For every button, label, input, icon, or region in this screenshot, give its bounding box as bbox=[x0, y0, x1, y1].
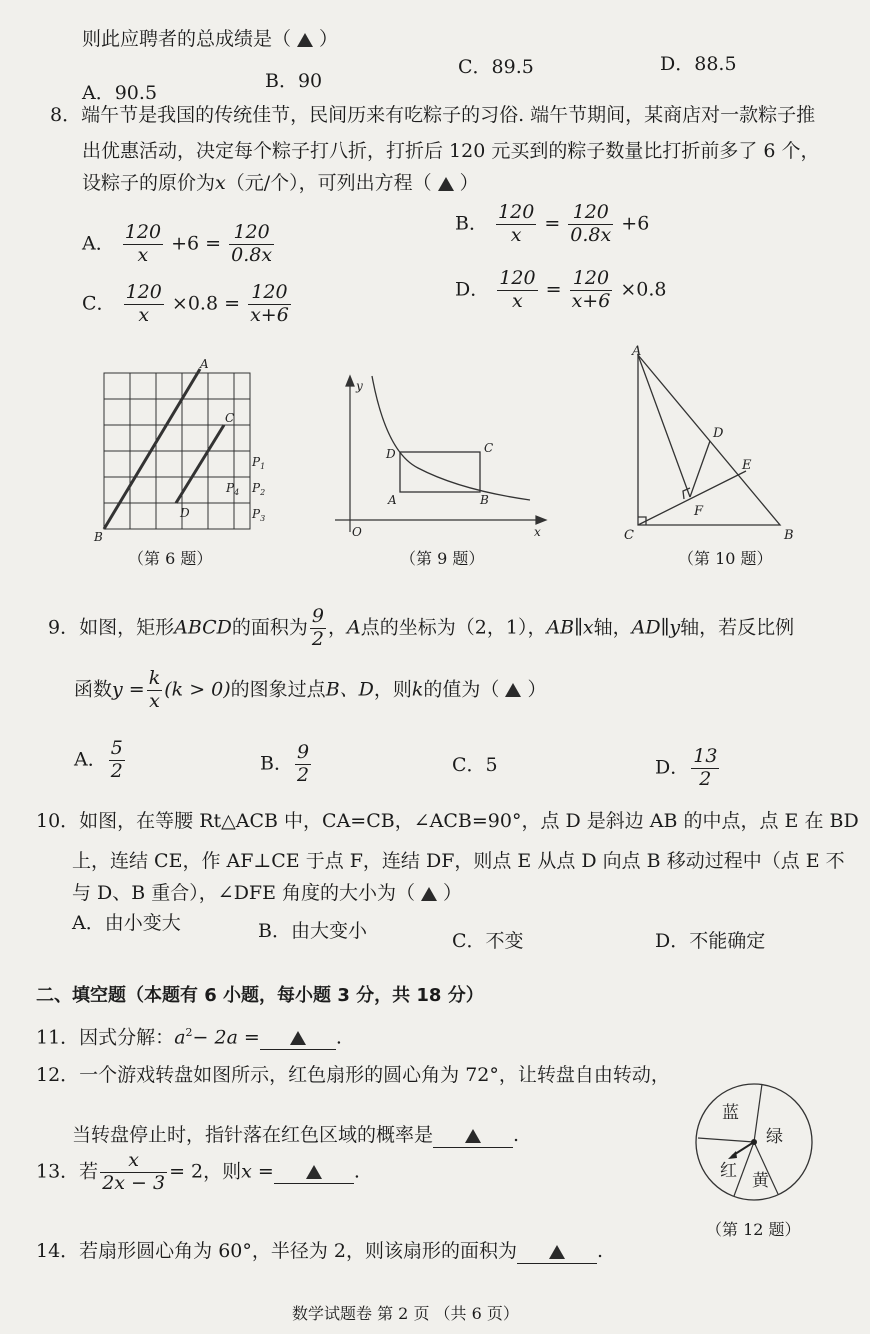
numerator: 120 bbox=[498, 201, 535, 223]
fig6-label-p3: $P_3$ bbox=[252, 507, 266, 523]
operator: = bbox=[544, 212, 561, 235]
q8-option-d bbox=[455, 268, 666, 313]
area-fraction bbox=[310, 606, 326, 651]
q8-line2: 出优惠活动，决定每个粽子打八折，打折后 120 元买到的粽子数量比打折前多了 6 个， bbox=[82, 140, 820, 162]
q11-text: 11．因式分解： bbox=[36, 1026, 175, 1049]
q13-x: x = bbox=[241, 1160, 274, 1183]
denominator: x+6 bbox=[571, 289, 611, 312]
q9-point-a: A bbox=[347, 616, 361, 639]
fig6-label-d: D bbox=[180, 506, 190, 520]
fraction bbox=[568, 202, 613, 247]
fraction bbox=[497, 268, 537, 313]
denominator: 2x − 3 bbox=[102, 1171, 166, 1194]
tail: +6 bbox=[621, 212, 650, 235]
segment-cd bbox=[176, 425, 224, 503]
q9-text: 的图象过点 bbox=[230, 678, 326, 701]
parallel-symbol: ∥ bbox=[574, 616, 583, 639]
q7-close: ） bbox=[319, 28, 339, 50]
q10-text: 与 D、B 重合），∠DFE 角度的大小为（ bbox=[72, 882, 416, 904]
q8-option-c bbox=[82, 282, 293, 327]
answer-triangle-icon bbox=[465, 1129, 481, 1143]
q10-option-b: B．由大变小 bbox=[258, 920, 367, 942]
option-label: D． bbox=[655, 756, 690, 779]
q9-text: 轴，若反比例 bbox=[680, 616, 795, 639]
fraction bbox=[123, 222, 163, 267]
option-label: A． bbox=[74, 748, 107, 771]
fraction bbox=[229, 222, 274, 267]
option-label: A． bbox=[82, 232, 115, 255]
q9-text: ， bbox=[328, 616, 348, 639]
q10-line2: 上，连结 CE，作 AF⊥CE 于点 F，连结 DF，则点 E 从点 D 向点 B 移动过程中（点 E 不 bbox=[72, 850, 845, 872]
q9-option-a bbox=[74, 738, 127, 783]
option-label: D． bbox=[455, 278, 490, 301]
q11-expr: − 2a = bbox=[192, 1026, 260, 1049]
fig10-label-e: E bbox=[742, 458, 752, 473]
numerator: 120 bbox=[570, 268, 613, 291]
q9-text: 9．如图，矩形 bbox=[48, 616, 175, 639]
numerator: 120 bbox=[248, 282, 291, 305]
fig10-label-c: C bbox=[624, 528, 634, 543]
numerator: k bbox=[148, 667, 161, 689]
q11 bbox=[36, 1026, 342, 1050]
q10-option-a: A．由小变大 bbox=[72, 912, 181, 934]
answer-triangle-icon bbox=[306, 1165, 322, 1179]
denominator: 2 bbox=[699, 767, 712, 790]
q9-option-d bbox=[655, 746, 721, 791]
answer-triangle-icon bbox=[290, 1031, 306, 1045]
q9-text: 轴， bbox=[593, 616, 632, 639]
denominator: 2 bbox=[110, 759, 123, 782]
q9-points: B、D bbox=[325, 678, 374, 701]
q8-option-b bbox=[455, 202, 649, 247]
denominator: x+6 bbox=[250, 303, 289, 326]
fig6-label-p1: $P_1$ bbox=[252, 455, 266, 471]
fig10-label-f: F bbox=[694, 504, 704, 519]
fig10-label-d: D bbox=[713, 426, 724, 441]
numerator: 120 bbox=[124, 221, 162, 243]
q9-condition: (k > 0) bbox=[164, 678, 231, 701]
fraction bbox=[248, 282, 291, 327]
sector-yellow-label: 黄 bbox=[752, 1171, 769, 1191]
numerator: 120 bbox=[568, 202, 613, 225]
spinner-figure bbox=[692, 1080, 816, 1204]
fig6-label-a: A bbox=[200, 357, 209, 371]
numerator: x bbox=[100, 1150, 167, 1173]
q8-line3 bbox=[82, 172, 479, 195]
fig9-label-c: C bbox=[484, 441, 494, 455]
q7-option-b: B．90 bbox=[265, 70, 323, 92]
section-2-heading bbox=[36, 985, 484, 1007]
q7-stem bbox=[82, 28, 338, 51]
answer-triangle-icon bbox=[421, 887, 437, 901]
figure-6-grid bbox=[90, 355, 280, 545]
sector-green-label: 绿 bbox=[766, 1127, 783, 1147]
fig9-label-o: O bbox=[352, 525, 362, 539]
answer-blank[interactable] bbox=[274, 1160, 354, 1184]
denominator: 0.8x bbox=[231, 243, 273, 266]
answer-blank[interactable] bbox=[260, 1026, 336, 1050]
q13-end: . bbox=[353, 1160, 360, 1183]
denominator: x bbox=[137, 243, 149, 266]
numerator: 120 bbox=[125, 281, 162, 303]
denominator: x bbox=[138, 303, 150, 326]
fig6-caption: （第 6 题） bbox=[128, 549, 213, 568]
q8-option-a bbox=[82, 222, 276, 267]
q8-line1: 8．端午节是我国的传统佳节，民间历来有吃粽子的习俗. 端午节期间，某商店对一款粽子推 bbox=[50, 104, 816, 126]
denominator: x bbox=[149, 689, 160, 712]
spinner-caption: （第 12 题） bbox=[706, 1220, 801, 1239]
option-label: B． bbox=[455, 212, 488, 235]
fig9-label-b: B bbox=[480, 493, 489, 507]
fig9-label-y: y bbox=[356, 379, 363, 393]
q12-end: . bbox=[513, 1124, 520, 1146]
fraction bbox=[100, 1150, 167, 1195]
q9-text: 函数 bbox=[74, 678, 113, 701]
denominator: 2 bbox=[296, 763, 310, 786]
operator: = bbox=[545, 278, 562, 301]
q11-a: a bbox=[174, 1026, 186, 1049]
q9-rect-name: ABCD bbox=[174, 616, 232, 639]
q9-y: y bbox=[669, 616, 681, 639]
tail: ×0.8 bbox=[620, 278, 667, 301]
q8-line3-end: （元/个），可列出方程（ bbox=[225, 172, 432, 194]
q10-close: ） bbox=[443, 882, 463, 904]
fig6-label-p2: $P_2$ bbox=[252, 481, 266, 497]
q9-k: k bbox=[411, 678, 424, 701]
q9-close: ） bbox=[527, 678, 547, 701]
q7-option-d: D．88.5 bbox=[660, 53, 737, 75]
option-label: C． bbox=[82, 292, 116, 315]
page-footer: 数学试题卷 第 2 页 （共 6 页） bbox=[292, 1304, 519, 1323]
fig6-label-b: B bbox=[94, 530, 103, 544]
q10-option-d: D．不能确定 bbox=[655, 930, 766, 952]
q9-ad: AD bbox=[631, 616, 661, 639]
denominator: 0.8x bbox=[570, 223, 612, 246]
q11-end: . bbox=[335, 1026, 342, 1049]
option-label: B． bbox=[260, 752, 293, 775]
k-fraction bbox=[147, 668, 163, 713]
denominator: 2 bbox=[311, 627, 325, 650]
operator: +6 = bbox=[171, 232, 222, 255]
segment-ab bbox=[104, 369, 200, 529]
answer-triangle-icon bbox=[438, 177, 454, 191]
q8-line3-start: 设粽子的原价为 bbox=[82, 172, 216, 194]
fig9-label-d: D bbox=[386, 447, 396, 461]
fig10-label-b: B bbox=[784, 528, 794, 543]
answer-triangle-icon bbox=[549, 1245, 565, 1259]
section-title: 二、填空题 bbox=[36, 985, 126, 1006]
figure-9-graph bbox=[330, 372, 550, 547]
q9-func: y = bbox=[112, 678, 145, 701]
q12-line2 bbox=[72, 1124, 519, 1148]
sector-red-label: 红 bbox=[720, 1161, 737, 1181]
q9-text: 点的坐标为（2，1）， bbox=[360, 616, 547, 639]
answer-blank[interactable] bbox=[517, 1240, 597, 1264]
fraction bbox=[691, 746, 719, 791]
q7-option-c: C．89.5 bbox=[458, 56, 534, 78]
q14 bbox=[36, 1240, 603, 1264]
q9-x: x bbox=[582, 616, 594, 639]
numerator: 9 bbox=[296, 741, 310, 763]
fig9-label-a: A bbox=[388, 493, 397, 507]
q9-text: ，则 bbox=[373, 678, 412, 701]
q9-ab: AB bbox=[546, 616, 575, 639]
answer-triangle-icon bbox=[297, 33, 313, 47]
q10-line1: 10．如图，在等腰 Rt△ACB 中，CA=CB，∠ACB=90°，点 D 是斜边 AB 的中点，点 E 在 BD bbox=[36, 810, 859, 832]
q10-line3 bbox=[72, 882, 462, 905]
denominator: x bbox=[510, 223, 522, 246]
figure-10-triangle bbox=[618, 345, 798, 545]
fraction bbox=[124, 282, 164, 327]
q13-text: 13．若 bbox=[36, 1160, 99, 1183]
q7-stem-text: 则此应聘者的总成绩是（ bbox=[82, 28, 292, 50]
numerator: 5 bbox=[110, 737, 123, 759]
operator: ×0.8 = bbox=[171, 292, 241, 315]
q10-option-c: C．不变 bbox=[452, 930, 524, 952]
q12-text: 当转盘停止时，指针落在红色区域的概率是 bbox=[72, 1124, 434, 1146]
sector-blue-label: 蓝 bbox=[722, 1103, 739, 1123]
q9-option-b bbox=[260, 742, 313, 787]
rectangle-abcd bbox=[400, 452, 480, 492]
q7-option-a: A．90.5 bbox=[82, 82, 158, 104]
q9-line2 bbox=[74, 668, 546, 713]
section-note: （本题有 6 小题，每小题 3 分，共 18 分） bbox=[126, 985, 484, 1006]
q9-line1 bbox=[48, 606, 794, 651]
fig9-label-x: x bbox=[534, 525, 541, 539]
fraction bbox=[295, 742, 311, 787]
q9-option-c: C．5 bbox=[452, 754, 498, 776]
fig10-caption: （第 10 题） bbox=[678, 549, 773, 568]
numerator: 120 bbox=[229, 222, 274, 245]
fraction bbox=[109, 738, 125, 783]
q14-end: . bbox=[597, 1240, 604, 1262]
fig10-label-a: A bbox=[632, 345, 642, 359]
fraction bbox=[496, 202, 536, 247]
q9-text: 的值为（ bbox=[423, 678, 500, 701]
answer-triangle-icon bbox=[505, 683, 521, 697]
q9-text: 的面积为 bbox=[231, 616, 308, 639]
answer-blank[interactable] bbox=[433, 1124, 513, 1148]
fraction bbox=[570, 268, 613, 313]
q14-text: 14．若扇形圆心角为 60°，半径为 2，则该扇形的面积为 bbox=[36, 1240, 518, 1262]
q13-text: = 2，则 bbox=[169, 1160, 242, 1183]
fig9-caption: （第 9 题） bbox=[400, 549, 485, 568]
q13 bbox=[36, 1150, 360, 1195]
q8-close: ） bbox=[459, 172, 479, 194]
numerator: 120 bbox=[499, 267, 536, 289]
hyperbola-curve bbox=[372, 376, 530, 500]
numerator: 13 bbox=[693, 745, 718, 767]
parallel-symbol: ∥ bbox=[660, 616, 670, 639]
denominator: x bbox=[512, 289, 523, 312]
fig6-label-c: C bbox=[225, 411, 235, 425]
q8-var-x: x bbox=[215, 172, 226, 194]
numerator: 9 bbox=[311, 605, 325, 627]
q11-exponent: 2 bbox=[185, 1026, 193, 1039]
triangle-acb bbox=[638, 355, 780, 525]
fig6-label-p4: $P_4$ bbox=[226, 481, 240, 497]
q12-line1: 12．一个游戏转盘如图所示，红色扇形的圆心角为 72°，让转盘自由转动， bbox=[36, 1064, 670, 1086]
